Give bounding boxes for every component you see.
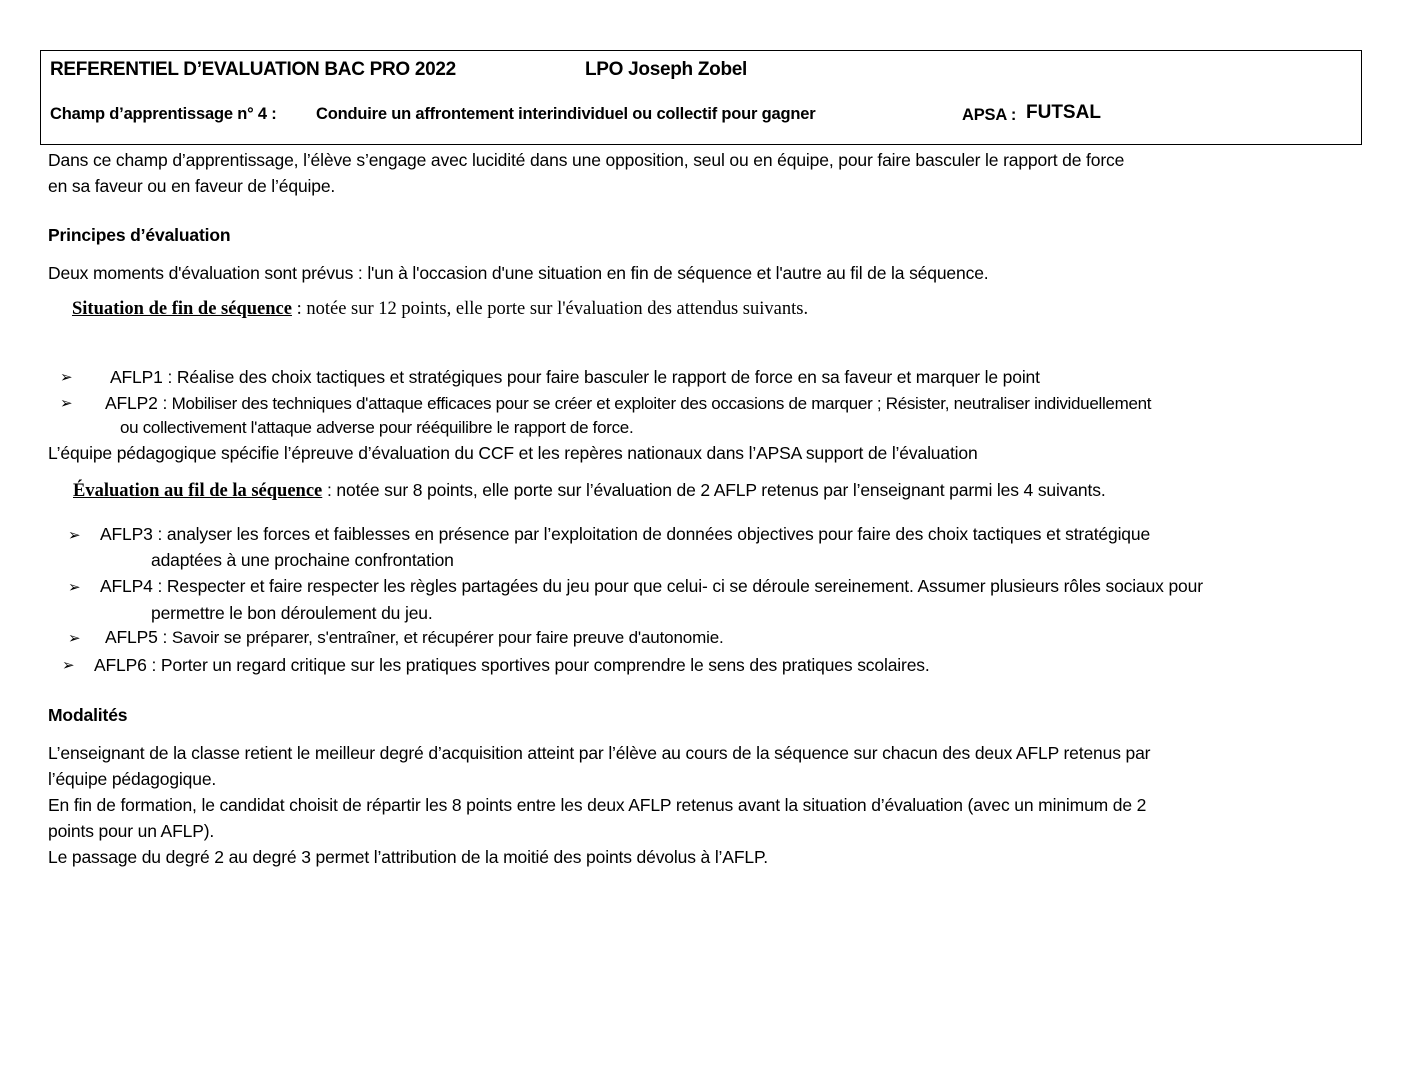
- aflp5-label: AFLP5 :: [105, 627, 168, 647]
- principes-text: Deux moments d'évaluation sont prévus : l'un à l'occasion d'une situation en fin de séquence et l'autre au fil de la séquence.: [48, 263, 989, 283]
- bullet-arrow-icon: ➢: [68, 527, 81, 544]
- aflp4-text: Respecter et faire respecter les règles partagées du jeu pour que celui- ci se déroule sereinement. Assumer plusieurs rôles sociaux pour: [166, 576, 1203, 596]
- bullet-arrow-icon: ➢: [60, 395, 73, 412]
- fil-sequence-line: [73, 480, 1106, 502]
- champ-label: Champ d’apprentissage n° 4 :: [50, 105, 277, 123]
- aflp2-text: Mobiliser des techniques d'attaque efficaces pour se créer et exploiter des occasions de marquer ; Résister, neutraliser individuellement: [171, 394, 1152, 413]
- aflp6-label: AFLP6 :: [94, 655, 157, 675]
- apsa-value: FUTSAL: [1026, 102, 1101, 123]
- principes-heading: Principes d’évaluation: [48, 225, 231, 245]
- intro-line-1: Dans ce champ d’apprentissage, l’élève s’engage avec lucidité dans une opposition, seul ou en équipe, pour faire basculer le rapport de force: [48, 150, 1125, 170]
- modalites-p1-line1: L’enseignant de la classe retient le meilleur degré d’acquisition atteint par l’élève au cours de la séquence sur chacun des deux AFLP retenus par: [48, 743, 1151, 763]
- aflp4-label: AFLP4 :: [100, 576, 163, 596]
- bullet-arrow-icon: ➢: [60, 369, 73, 386]
- aflp3-item: [100, 524, 1150, 545]
- aflp6-item: [94, 655, 930, 676]
- school-name: LPO Joseph Zobel: [585, 59, 747, 80]
- document-title: REFERENTIEL D’EVALUATION BAC PRO 2022: [50, 59, 456, 80]
- aflp5-text: Savoir se préparer, s'entraîner, et récupérer pour faire preuve d'autonomie.: [171, 628, 724, 647]
- champ-text: Conduire un affrontement interindividuel ou collectif pour gagner: [316, 105, 816, 123]
- modalites-p3: Le passage du degré 2 au degré 3 permet l’attribution de la moitié des points dévolus à l’AFLP.: [48, 847, 768, 867]
- modalites-p2-line1: En fin de formation, le candidat choisit de répartir les 8 points entre les deux AFLP retenus avant la situation d’évaluation (avec un minimum de 2: [48, 795, 1147, 815]
- aflp3-text-continued: adaptées à une prochaine confrontation: [151, 550, 454, 570]
- apsa-label: APSA :: [962, 106, 1017, 124]
- modalites-p2-line2: points pour un AFLP).: [48, 821, 215, 841]
- fin-sequence-label: Situation de fin de séquence: [72, 299, 292, 319]
- bullet-arrow-icon: ➢: [68, 630, 81, 647]
- aflp3-label: AFLP3 :: [100, 524, 163, 544]
- aflp4-text-continued: permettre le bon déroulement du jeu.: [151, 603, 433, 623]
- fil-sequence-label: Évaluation au fil de la séquence: [73, 481, 323, 501]
- aflp2-label: AFLP2 :: [105, 393, 168, 413]
- aflp1-item: [110, 367, 1040, 388]
- aflp1-label: AFLP1 :: [110, 367, 173, 387]
- aflp5-item: [105, 627, 724, 648]
- bullet-arrow-icon: ➢: [62, 657, 75, 674]
- fin-sequence-line: [72, 299, 808, 320]
- fin-sequence-text: : notée sur 12 points, elle porte sur l'évaluation des attendus suivants.: [291, 299, 809, 319]
- aflp2-text-continued: ou collectivement l'attaque adverse pour rééquilibre le rapport de force.: [120, 418, 634, 437]
- modalites-heading: Modalités: [48, 705, 128, 725]
- aflp4-item: [100, 576, 1203, 597]
- intro-line-2: en sa faveur ou en faveur de l’équipe.: [48, 176, 336, 196]
- bullet-arrow-icon: ➢: [68, 579, 81, 596]
- aflp6-text: Porter un regard critique sur les pratiques sportives pour comprendre le sens des pratiques scolaires.: [160, 655, 930, 675]
- modalites-p1-line2: l’équipe pédagogique.: [48, 769, 217, 789]
- aflp3-text: analyser les forces et faiblesses en présence par l’exploitation de données objectives pour faire des choix tactiques et stratégique: [166, 524, 1151, 544]
- aflp2-item: [105, 393, 1151, 414]
- fil-sequence-text: : notée sur 8 points, elle porte sur l’évaluation de 2 AFLP retenus par l’enseignant parmi les 4 suivants.: [322, 480, 1106, 500]
- aflp1-text: Réalise des choix tactiques et stratégiques pour faire basculer le rapport de force en sa faveur et marquer le point: [176, 367, 1040, 387]
- ccf-text: L’équipe pédagogique spécifie l’épreuve d’évaluation du CCF et les repères nationaux dans l’APSA support de l’évaluation: [48, 443, 978, 463]
